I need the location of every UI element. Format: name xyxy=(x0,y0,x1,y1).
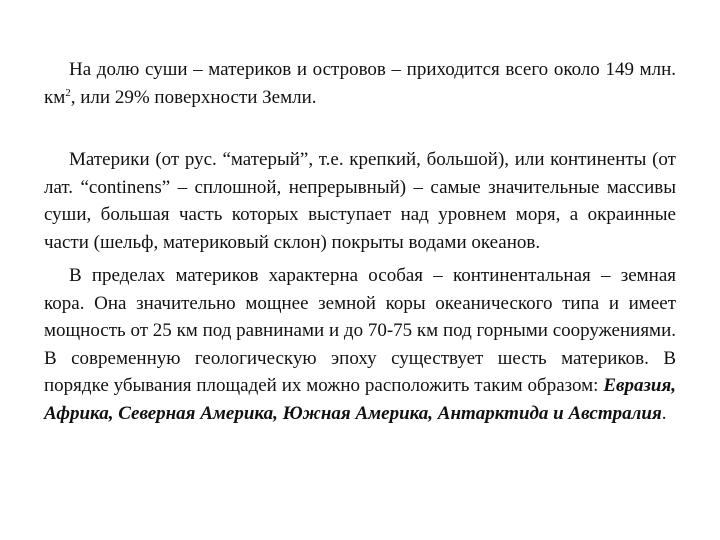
continent-list: Евразия, Африка, Северная Америка, Южная Америка, Антарктида и Австралия xyxy=(44,375,676,424)
paragraph-1-end: , или 29% поверхности Земли. xyxy=(70,86,317,108)
superscript-2: 2 xyxy=(65,86,71,99)
paragraph-3-end: . xyxy=(661,402,667,424)
paragraph-continental-crust xyxy=(44,262,676,427)
paragraph-land-area xyxy=(44,56,676,111)
paragraph-2-text: Материки (от рус. “матерый”, т.е. крепкий, большой), или континенты (от лат. “continens” – сплошной, непрерывный) – самые значительные массивы суши, большая часть которых выступает над уровнем моря, а окраинные части (шельф, материковый склон) покрыты водами океанов. xyxy=(44,149,676,253)
paragraph-1-text: На долю суши – материков и островов – приходится всего около 149 млн. км xyxy=(44,59,676,108)
paragraph-continents-definition xyxy=(44,146,676,256)
paragraph-3-text: В пределах материков характерна особая – континентальная – земная кора. Она значительно мощнее земной коры океанического типа и имеет мощность от 25 км под равнинами и до 70-75 км под горными сооружениями. В современную геологическую эпоху существует шесть материков. В порядке убывания площадей их можно расположить таким образом: xyxy=(44,265,676,396)
slide-text-body xyxy=(44,56,676,427)
